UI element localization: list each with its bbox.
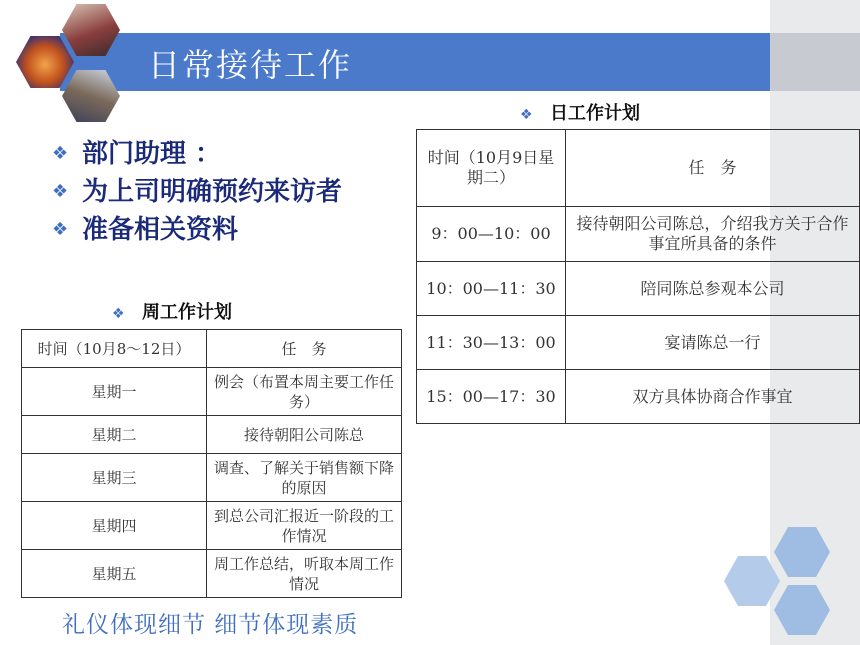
day-cell: 星期四 (22, 502, 207, 550)
diamond-bullet-icon: ❖ (520, 107, 533, 123)
table-row (22, 550, 402, 598)
day-cell: 星期五 (22, 550, 207, 598)
diamond-bullet-icon: ❖ (112, 306, 125, 322)
bullet-item (52, 173, 342, 211)
task-cell: 调查、了解关于销售额下降的原因 (207, 454, 402, 502)
diamond-bullet-icon: ❖ (52, 219, 69, 240)
bullet-text: 为上司明确预约来访者 (82, 177, 343, 207)
time-cell: 11：30—13：00 (417, 316, 566, 370)
table-row (417, 316, 860, 370)
task-cell: 双方具体协商合作事宜 (566, 370, 860, 424)
task-cell: 接待朝阳公司陈总，介绍我方关于合作事宜所具备的条件 (566, 207, 860, 262)
footer-slogan: 礼仪体现细节 细节体现素质 (62, 612, 359, 638)
day-cell: 星期三 (22, 454, 207, 502)
table-row (22, 454, 402, 502)
daily-plan-heading (520, 99, 640, 125)
table-row (417, 370, 860, 424)
weekly-plan-heading-text: 周工作计划 (142, 302, 232, 323)
task-cell: 到总公司汇报近一阶段的工作情况 (207, 502, 402, 550)
table-header-row (22, 330, 402, 368)
weekly-plan-table (21, 329, 402, 598)
task-cell: 陪同陈总参观本公司 (566, 262, 860, 316)
table-row (22, 416, 402, 454)
table-row (22, 502, 402, 550)
time-cell: 15：00—17：30 (417, 370, 566, 424)
daily-plan-table (416, 129, 860, 424)
slide-title: 日常接待工作 (148, 46, 353, 84)
weekly-plan-heading (112, 298, 232, 324)
time-cell: 10：00—11：30 (417, 262, 566, 316)
task-column-header: 任 务 (566, 130, 860, 207)
bullet-item (52, 211, 342, 249)
diamond-bullet-icon: ❖ (52, 143, 69, 164)
task-column-header: 任 务 (207, 330, 402, 368)
task-cell: 周工作总结，听取本周工作情况 (207, 550, 402, 598)
daily-plan-heading-text: 日工作计划 (550, 103, 640, 124)
table-row (417, 207, 860, 262)
bullet-text: 部门助理 ： (82, 139, 222, 169)
task-cell: 例会（布置本周主要工作任务） (207, 368, 402, 416)
table-header-row (417, 130, 860, 207)
day-cell: 星期一 (22, 368, 207, 416)
time-column-header: 时间（10月9日星期二） (417, 130, 566, 207)
time-cell: 9：00—10：00 (417, 207, 566, 262)
task-cell: 接待朝阳公司陈总 (207, 416, 402, 454)
bullet-text: 准备相关资料 (82, 215, 239, 245)
title-bar-end (770, 33, 860, 91)
table-row (22, 368, 402, 416)
table-row (417, 262, 860, 316)
time-column-header: 时间（10月8～12日） (22, 330, 207, 368)
bullet-list (52, 135, 342, 249)
task-cell: 宴请陈总一行 (566, 316, 860, 370)
diamond-bullet-icon: ❖ (52, 181, 69, 202)
bullet-item (52, 135, 342, 173)
day-cell: 星期二 (22, 416, 207, 454)
